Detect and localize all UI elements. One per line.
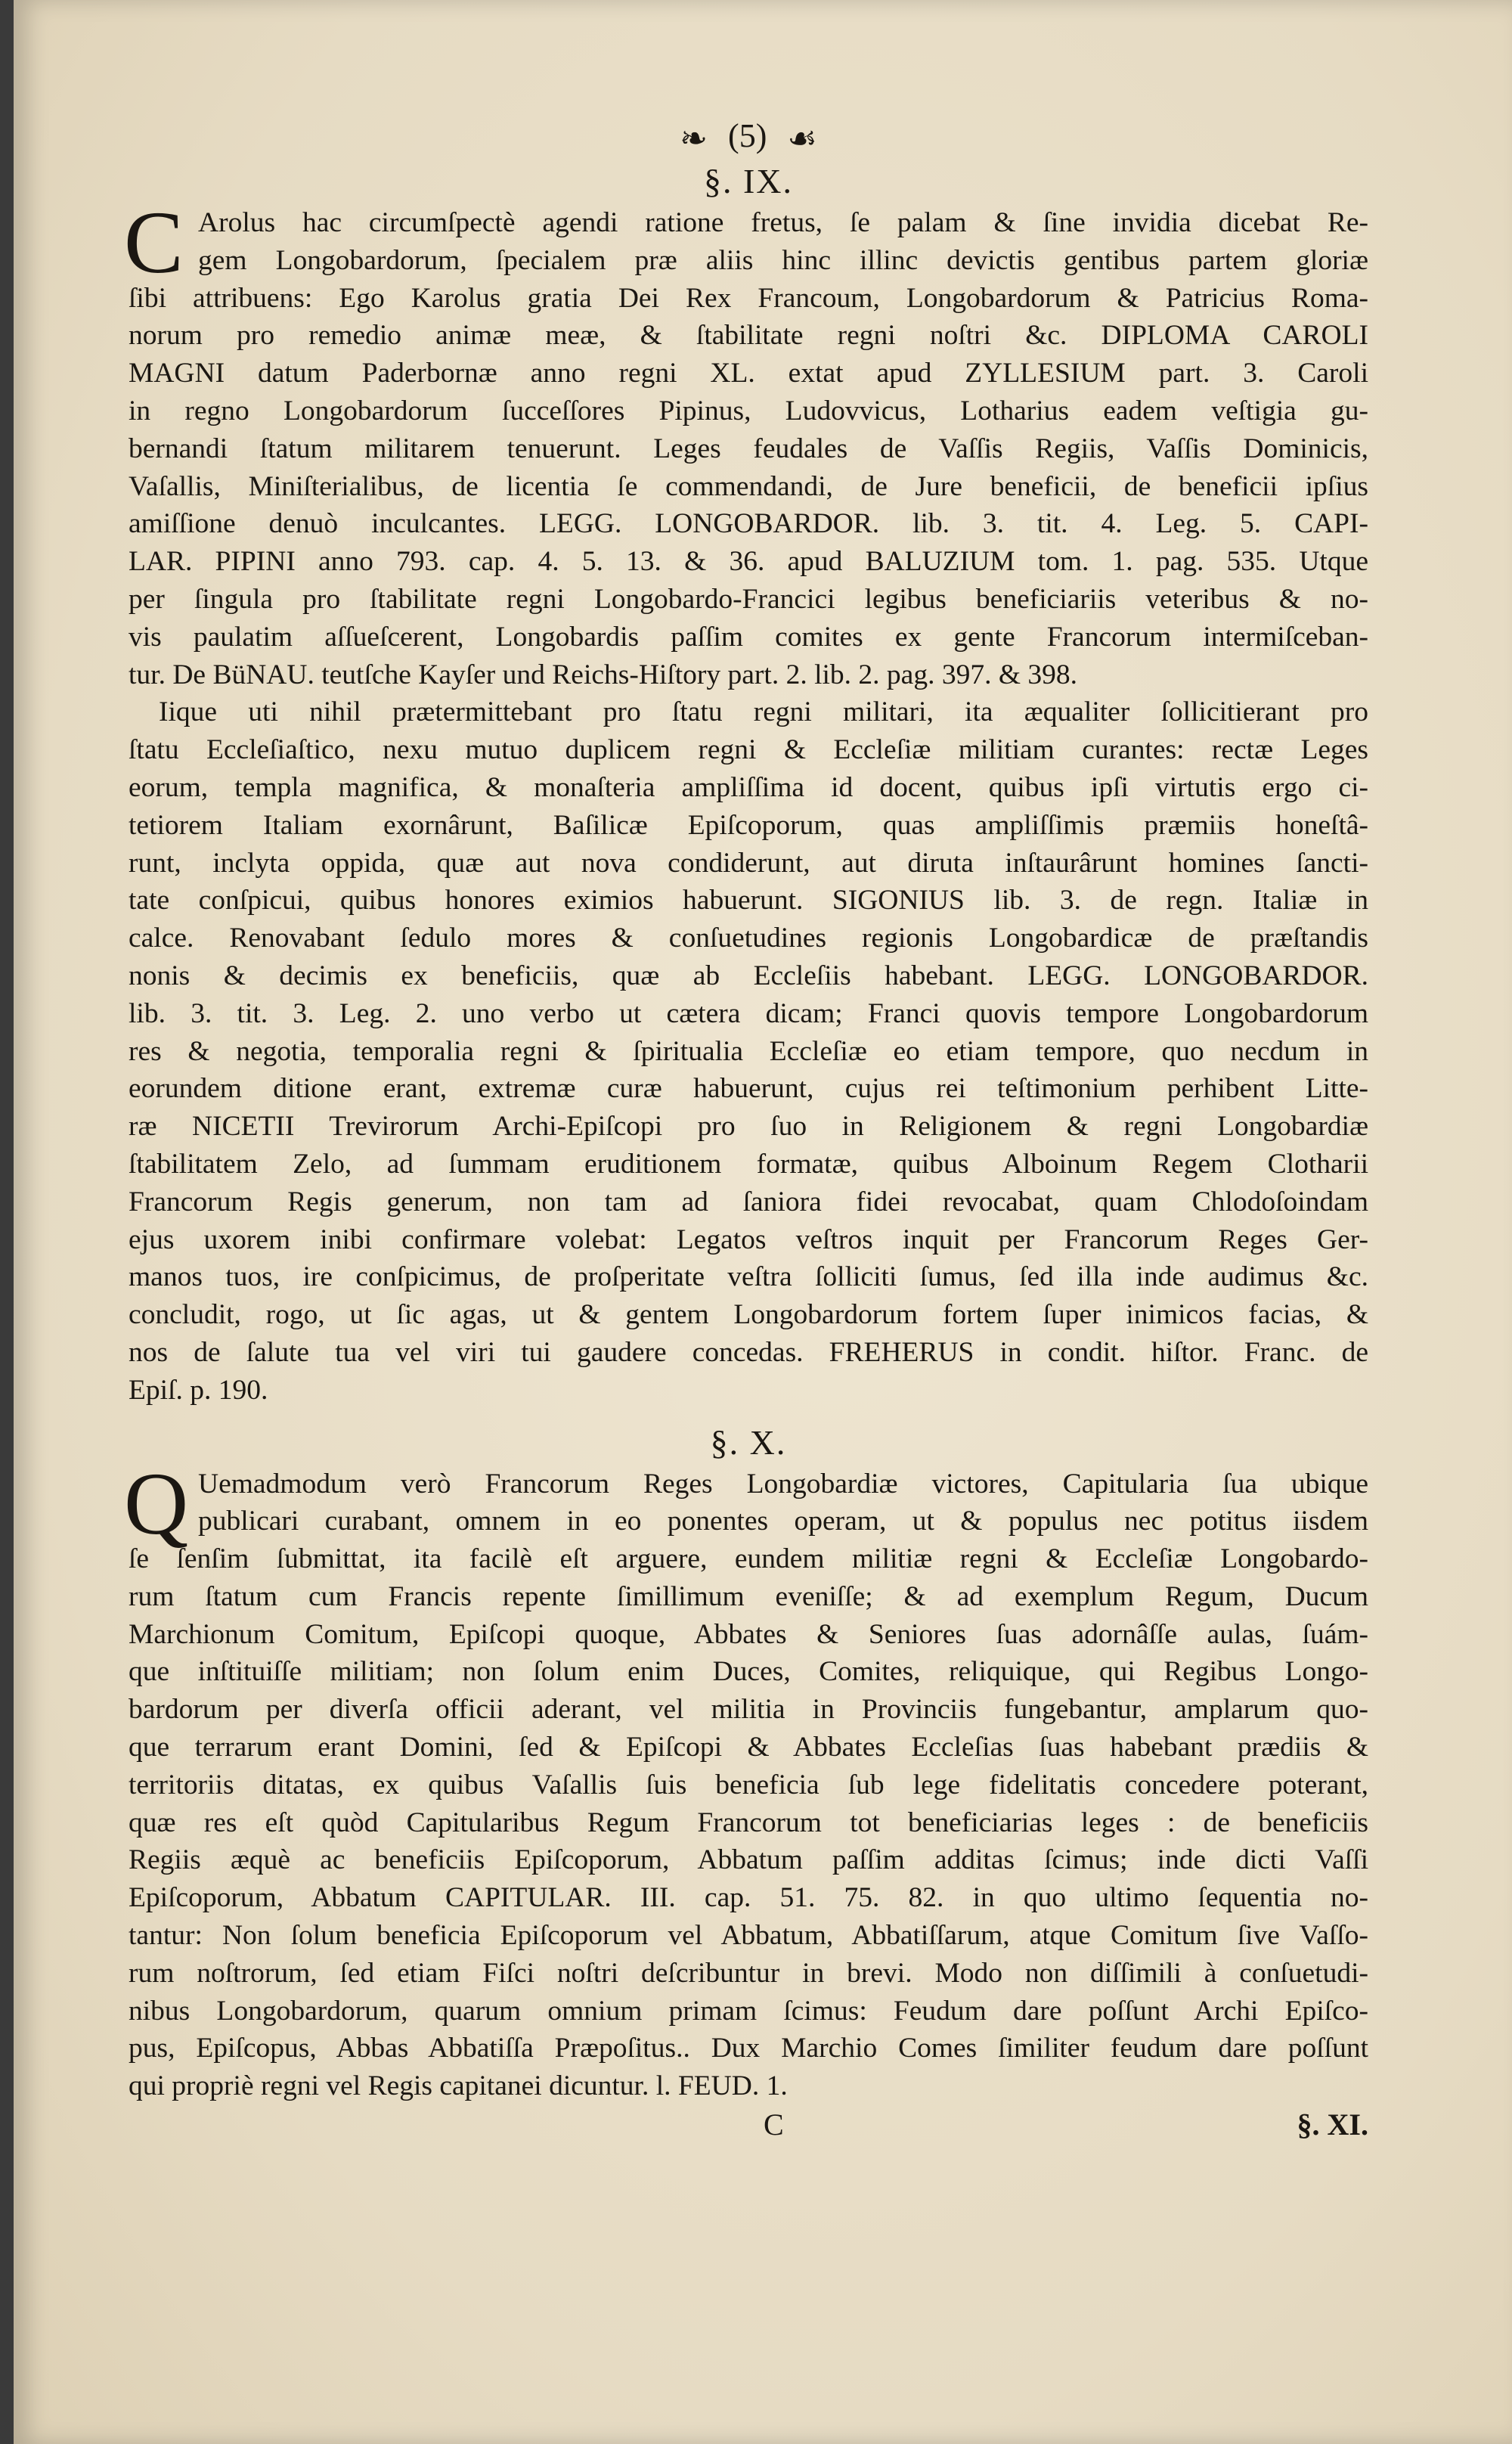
text-line: ſtatu Eccleſiaſtico, nexu mutuo duplicem regni & Eccleſiæ militiam curantes: rectæ Leges [129, 734, 1368, 766]
text-line: Vaſallis, Miniſterialibus, de licentia ſe commendandi, de Jure beneficii, de beneficii ipſius [129, 470, 1368, 502]
text-line: ſibi attribuens: Ego Karolus gratia Dei Rex Francoum, Longobardorum & Patricius Roma- [129, 282, 1368, 314]
book-page [14, 0, 1512, 2444]
text-line: tantur: Non ſolum beneficia Epiſcoporum vel Abbatum, Abbatiſſarum, atque Comitum ſive Vaſſo- [129, 1920, 1368, 1952]
text-line: Epiſ. p. 190. [129, 1374, 268, 1406]
text-line: MAGNI datum Paderbornæ anno regni XL. extat apud ZYLLESIUM part. 3. Caroli [129, 358, 1368, 389]
page-text [124, 113, 1368, 2145]
page-number: (5) [728, 117, 767, 154]
text-line: rum noſtrorum, ſed etiam Fiſci noſtri deſcribuntur in brevi. Modo non diſſimili à conſuetudi- [129, 1957, 1368, 1989]
text-line: nos de ſalute tua vel viri tui gaudere concedas. FREHERUS in condit. hiſtor. Franc. de [129, 1336, 1368, 1368]
text-line: publicari curabant, omnem in eo ponentes operam, ut & populus nec potitus iisdem [198, 1506, 1368, 1537]
dropcap-q: Q [124, 1453, 189, 1553]
signature-mark: C [764, 2107, 784, 2142]
text-line: ejus uxorem inibi confirmare volebat: Legatos veſtros inquit per Francorum Reges Ger- [129, 1224, 1368, 1255]
text-line: LAR. PIPINI anno 793. cap. 4. 5. 13. & 36. apud BALUZIUM tom. 1. pag. 535. Utque [129, 546, 1368, 578]
text-line: pus, Epiſcopus, Abbas Abbatiſſa Præpoſitus.. Dux Marchio Comes ſimiliter feudum dare poſſunt [129, 2033, 1368, 2064]
text-line: ſe ſenſim ſubmittat, ita facilè eſt arguere, eundem militiæ regni & Eccleſiæ Longobardo- [129, 1543, 1368, 1575]
text-line: Francorum Regis generum, non tam ad ſaniora fidei revocabat, quam Chlodoſoindam [129, 1186, 1368, 1217]
text-line: que terrarum erant Domini, ſed & Epiſcopi & Abbates Eccleſias ſuas habebant prædiis & [129, 1732, 1368, 1763]
section-title-9: §. IX. [703, 162, 794, 200]
text-line: Regiis æquè ac beneficiis Epiſcoporum, Abbatum paſſim additas ſcimus; inde dicti Vaſſi [129, 1844, 1368, 1876]
text-line: tetiorem Italiam exornârunt, Baſilicæ Epiſcoporum, quas ampliſſimis præmiis honeſtâ- [129, 809, 1368, 841]
text-line: eorundem ditione erant, extremæ curæ habuerunt, cujus rei teſtimonium perhibent Litte- [129, 1073, 1368, 1105]
text-line: tur. De BüNAU. teutſche Kayſer und Reichs-Hiſtory part. 2. lib. 2. pag. 397. & 398. [129, 659, 1077, 690]
text-line: norum pro remedio animæ meæ, & ſtabilitate regni noſtri &c. DIPLOMA CAROLI [129, 320, 1368, 352]
text-line: rum ſtatum cum Francis repente ſimillimum eveniſſe; & ad exemplum Regum, Ducum [129, 1580, 1368, 1612]
text-line: lib. 3. tit. 3. Leg. 2. uno verbo ut cætera dicam; Franci quovis tempore Longobardorum [129, 997, 1368, 1029]
text-line: territoriis ditatas, ex quibus Vaſallis ſuis beneficia ſub lege fidelitatis concedere poterant, [129, 1769, 1368, 1800]
text-line: Marchionum Comitum, Epiſcopi quoque, Abbates & Seniores ſuas adornâſſe aulas, ſuám- [129, 1618, 1368, 1650]
text-line: in regno Longobardorum ſucceſſores Pipinus, Ludovvicus, Lotharius eadem veſtigia gu- [129, 395, 1368, 426]
text-line: bardorum per diverſa officii aderant, vel militia in Provinciis fungebantur, amplarum quo- [129, 1694, 1368, 1726]
text-line: vis paulatim aſſueſcerent, Longobardis paſſim comites ex gente Francorum intermiſceban- [129, 621, 1368, 653]
page-header [129, 113, 1368, 159]
page-footer [129, 2105, 1368, 2145]
section-10-body [124, 1453, 1368, 2106]
text-line: concludit, rogo, ut ſic agas, ut & gentem Longobardorum fortem ſuper inimicos facias, & [129, 1299, 1368, 1331]
text-line: nonis & decimis ex beneficiis, quæ ab Eccleſiis habebant. LEGG. LONGOBARDOR. [129, 960, 1368, 991]
text-line: eorum, templa magnifica, & monaſteria ampliſſima id docent, quibus ipſi virtutis ergo ci- [129, 771, 1368, 803]
catchword: §. XI. [1297, 2107, 1368, 2142]
section-9-body [124, 193, 1368, 1410]
section-title-10: §. X. [710, 1422, 787, 1462]
ornament-left-icon: ❧ [680, 119, 708, 157]
text-line: runt, inclyta oppida, quæ aut nova condiderunt, aut diruta inſtaurârunt homines ſancti- [129, 847, 1368, 879]
text-line: qui propriè regni vel Regis capitanei dicuntur. l. FEUD. 1. [129, 2070, 788, 2102]
text-line: res & negotia, temporalia regni & ſpiritualia Eccleſiæ eo etiam tempore, quo necdum in [129, 1035, 1368, 1067]
text-line: tate conſpicui, quibus honores eximios habuerunt. SIGONIUS lib. 3. de regn. Italiæ in [129, 885, 1368, 916]
text-line: nibus Longobardorum, quarum omnium primam ſcimus: Feudum dare poſſunt Archi Epiſco- [129, 1995, 1368, 2027]
text-line: amiſſione denuò inculcantes. LEGG. LONGOBARDOR. lib. 3. tit. 4. Leg. 5. CAPI- [129, 508, 1368, 540]
text-line: bernandi ſtatum militarem tenuerunt. Leges feudales de Vaſſis Regiis, Vaſſis Dominicis, [129, 433, 1368, 464]
text-line: gem Longobardorum, ſpecialem præ aliis hinc illinc devictis gentibus partem gloriæ [198, 244, 1368, 276]
ornament-right-icon: ☙ [787, 119, 817, 157]
text-line: per ſingula pro ſtabilitate regni Longobardo-Francici legibus beneficiariis veteribus & no- [129, 583, 1368, 615]
dropcap-c: C [124, 193, 184, 292]
text-line: que inſtituiſſe militiam; non ſolum enim Duces, Comites, reliquique, qui Regibus Longo- [129, 1656, 1368, 1688]
text-line: Epiſcoporum, Abbatum CAPITULAR. III. cap. 51. 75. 82. in quo ultimo ſequentia no- [129, 1882, 1368, 1914]
text-line: quæ res eſt quòd Capitularibus Regum Francorum tot beneficiarias leges : de beneficiis [129, 1807, 1368, 1838]
text-line: ſtabilitatem Zelo, ad ſummam eruditionem formatæ, quibus Alboinum Regem Clotharii [129, 1148, 1368, 1180]
text-line: calce. Renovabant ſedulo mores & conſuetudines regionis Longobardicæ de præſtandis [129, 923, 1368, 954]
text-line: Uemadmodum verò Francorum Reges Longobardiæ victores, Capitularia ſua ubique [198, 1468, 1368, 1500]
text-line: Iique uti nihil prætermittebant pro ſtatu regni militari, ita æqualiter ſollicitierant pro [159, 696, 1368, 728]
text-line: ræ NICETII Trevirorum Archi-Epiſcopi pro ſuo in Religionem & regni Longobardiæ [129, 1111, 1368, 1143]
text-line: Arolus hac circumſpectè agendi ratione fretus, ſe palam & ſine invidia dicebat Re- [198, 207, 1368, 238]
text-line: manos tuos, ire conſpicimus, de proſperitate veſtra ſolliciti ſumus, ſed illa inde audimus &c. [129, 1261, 1368, 1293]
